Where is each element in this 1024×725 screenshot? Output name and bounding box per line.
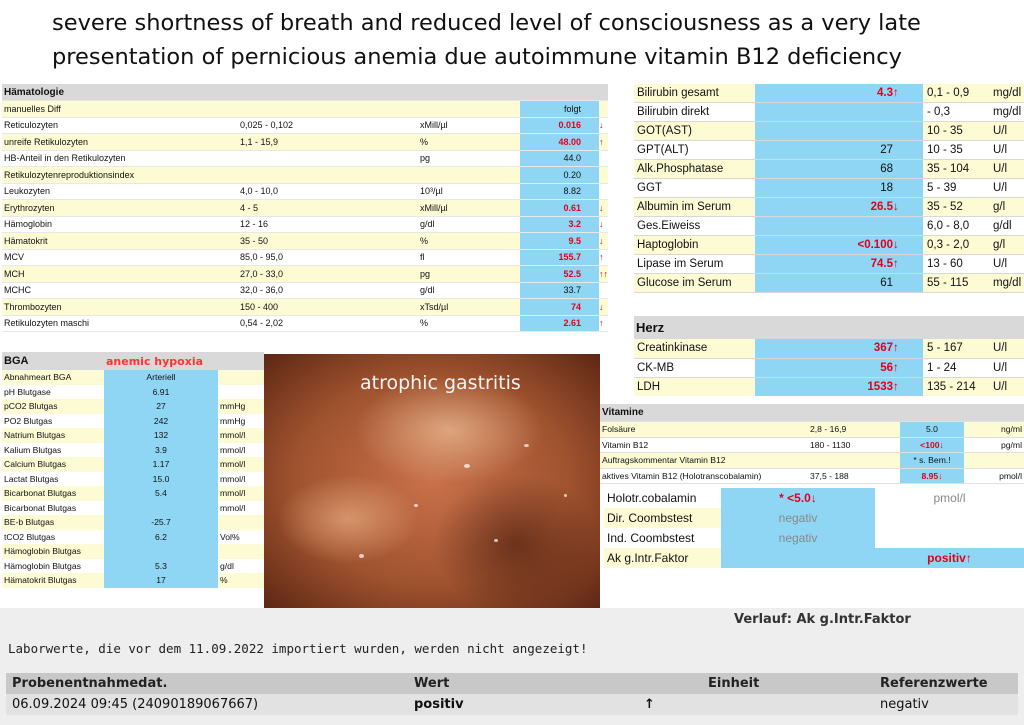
bga-name: PO2 Blutgas [4, 415, 53, 426]
lab-unit: % [418, 233, 520, 250]
lab-ref: 4,0 - 10,0 [238, 183, 418, 200]
bga-unit [218, 370, 264, 385]
lab-name: Leukozyten [2, 183, 238, 200]
vit-unit: ng/ml [964, 422, 1024, 438]
table-row [634, 217, 1024, 236]
lab-value: 0.61 [520, 200, 599, 217]
bga-unit: mmol/l [218, 457, 264, 472]
chem-ref: - 0,3 [923, 103, 991, 122]
col-einheit[interactable]: Einheit [702, 673, 874, 694]
vit-unit [964, 453, 1024, 469]
lab-unit: xTsd/µl [418, 299, 520, 316]
lab-unit [418, 101, 520, 118]
holo-extra [875, 508, 1024, 528]
bga-unit: Vol% [220, 531, 240, 542]
lab-unit: pg [418, 150, 520, 167]
table-row [634, 358, 1024, 378]
bga-name: Bicarbonat Blutgas [2, 486, 104, 501]
chem-value [755, 103, 893, 122]
lab-ref: 0,54 - 2,02 [238, 315, 418, 332]
lab-flag [599, 183, 608, 200]
lab-name: HB-Anteil in den Retikulozyten [2, 150, 238, 167]
lab-name: MCV [2, 249, 238, 266]
herz-unit: U/l [991, 358, 1024, 378]
col-flag [638, 673, 702, 694]
table-row [634, 141, 1024, 160]
table-row [2, 414, 264, 429]
lab-unit: pg [418, 266, 520, 283]
chem-value: 26.5 [755, 198, 893, 217]
table-row [2, 200, 608, 217]
herz-ref: 5 - 167 [923, 339, 991, 359]
chem-flag [893, 160, 923, 179]
hematology-panel [2, 84, 608, 332]
bga-value: 6.2 [104, 530, 218, 545]
lab-ref: 4 - 5 [238, 200, 418, 217]
table-row [2, 150, 608, 167]
lab-ref [238, 167, 418, 184]
table-row [634, 274, 1024, 293]
table-row [2, 183, 608, 200]
bga-name: pH Blutgase [4, 386, 51, 397]
table-row [2, 370, 264, 385]
bga-name: tCO2 Blutgas [4, 531, 56, 542]
bga-name: Abnahmeart BGA [2, 370, 104, 385]
chem-name: Lipase im Serum [634, 255, 755, 274]
table-row [600, 422, 1024, 438]
bga-name: Hämoglobin Blutgas [4, 560, 81, 571]
chem-flag: ↑ [893, 255, 923, 274]
table-row [634, 236, 1024, 255]
lab-flag [599, 101, 608, 118]
lab-unit: g/dl [418, 282, 520, 299]
chem-value: 68 [755, 160, 893, 179]
lab-flag [599, 150, 608, 167]
bga-value: 17 [104, 573, 218, 588]
table-row [2, 216, 608, 233]
bga-name: Lactat Blutgas [4, 473, 59, 484]
table-row [634, 84, 1024, 103]
chem-value: 4.3 [755, 84, 893, 103]
table-row [600, 468, 1024, 484]
chem-flag [893, 122, 923, 141]
chem-unit: U/l [991, 179, 1024, 198]
lab-flag: ↓ [599, 117, 608, 134]
table-row [634, 255, 1024, 274]
holo-value: negativ [721, 508, 875, 528]
herz-ref: 1 - 24 [923, 358, 991, 378]
bga-name: Hämoglobin Blutgas [2, 544, 104, 559]
bga-unit [218, 515, 264, 530]
lab-flag: ↑ [599, 315, 608, 332]
lab-name: manuelles Diff [2, 101, 238, 118]
lab-value: 2.61 [520, 315, 599, 332]
chem-flag [893, 103, 923, 122]
lab-value: 74 [520, 299, 599, 316]
table-row[interactable] [6, 694, 1018, 715]
chem-unit: g/l [991, 198, 1024, 217]
vit-ref: 2,8 - 16,9 [796, 422, 900, 438]
chemistry-panel [634, 84, 1024, 314]
chem-unit: mg/dl [991, 274, 1024, 293]
table-row [634, 378, 1024, 397]
table-row [2, 428, 264, 443]
bga-value: 27 [104, 399, 218, 414]
lab-ref [238, 150, 418, 167]
bga-unit: g/dl [220, 560, 234, 571]
table-row [2, 559, 264, 574]
bga-value [104, 544, 218, 559]
chem-unit: g/dl [991, 217, 1024, 236]
bga-name: Natrium Blutgas [2, 428, 104, 443]
chem-name: Albumin im Serum [634, 198, 755, 217]
lab-name: Thrombozyten [2, 299, 238, 316]
bga-unit: mmHg [218, 399, 264, 414]
bga-unit: mmol/l [218, 486, 264, 501]
lab-value: 44.0 [520, 150, 599, 167]
vitamine-header: Vitamine [600, 404, 1024, 422]
vit-ref [796, 453, 900, 469]
lab-flag: ↓ [599, 200, 608, 217]
atrophic-gastritis-label: atrophic gastritis [360, 372, 521, 394]
lab-value: folgt [520, 101, 599, 118]
lab-value: 9.5 [520, 233, 599, 250]
lab-value: 0.20 [520, 167, 599, 184]
lab-ref: 150 - 400 [238, 299, 418, 316]
table-row [2, 573, 264, 588]
vit-name: Auftragskommentar Vitamin B12 [600, 453, 796, 469]
chem-ref: 0,1 - 0,9 [923, 84, 991, 103]
bga-header: BGA [2, 352, 104, 370]
chem-name: GPT(ALT) [634, 141, 755, 160]
chem-unit: U/l [991, 160, 1024, 179]
chem-value: <0.100 [755, 236, 893, 255]
vit-value: <100↓ [900, 437, 964, 453]
col-referenzwerte[interactable]: Referenzwerte [874, 673, 1018, 694]
table-row [634, 103, 1024, 122]
bga-value: Arteriell [104, 370, 218, 385]
lab-unit: % [418, 134, 520, 151]
anemic-hypoxia-label: anemic hypoxia [104, 352, 264, 370]
vit-name: aktives Vitamin B12 (Holotranscobalamin) [600, 468, 796, 484]
lab-flag: ↓ [599, 216, 608, 233]
row-value: positiv [408, 694, 638, 715]
table-row [2, 399, 264, 414]
table-row [2, 486, 264, 501]
chem-name: GOT(AST) [634, 122, 755, 141]
table-row [2, 249, 608, 266]
table-row [634, 160, 1024, 179]
lab-flag: ↑ [599, 134, 608, 151]
bga-name: Calcium Blutgas [2, 457, 104, 472]
vit-value: 8.95↓ [900, 468, 964, 484]
bga-value: 242 [104, 414, 218, 429]
lab-ref: 32,0 - 36,0 [238, 282, 418, 299]
bga-value: 3.9 [104, 443, 218, 458]
chem-value: 61 [755, 274, 893, 293]
table-row [2, 385, 264, 400]
herz-panel [634, 316, 1024, 396]
row-flag: ↑ [638, 694, 702, 715]
holo-value: * <5.0↓ [721, 488, 875, 508]
bga-unit: mmol/l [220, 473, 246, 484]
bga-name: Hämatokrit Blutgas [2, 573, 104, 588]
row-ref: negativ [874, 694, 1018, 715]
table-row [2, 515, 264, 530]
holo-name: Holotr.cobalamin [607, 491, 697, 505]
table-row [634, 122, 1024, 141]
vit-ref: 180 - 1130 [796, 437, 900, 453]
chem-ref: 0,3 - 2,0 [923, 236, 991, 255]
vit-unit: pg/ml [964, 437, 1024, 453]
herz-name: LDH [634, 378, 755, 397]
bga-value: 1.17 [104, 457, 218, 472]
table-row [2, 530, 264, 545]
lab-ref: 1,1 - 15,9 [238, 134, 418, 151]
lab-value: 52.5 [520, 266, 599, 283]
chem-ref: 35 - 104 [923, 160, 991, 179]
bga-unit: mmol/l [220, 444, 246, 455]
bga-name: Bicarbonat Blutgas [4, 502, 77, 513]
table-row [2, 472, 264, 487]
table-row [2, 167, 608, 184]
vit-name: Vitamin B12 [600, 437, 796, 453]
chem-ref: 5 - 39 [923, 179, 991, 198]
endoscopy-image [264, 354, 600, 608]
table-row [2, 282, 608, 299]
lab-ref: 27,0 - 33,0 [238, 266, 418, 283]
lab-ref: 35 - 50 [238, 233, 418, 250]
chem-unit: mg/dl [991, 103, 1024, 122]
vit-value: 5.0 [900, 422, 964, 438]
chem-name: Bilirubin direkt [634, 103, 755, 122]
holo-extra [875, 528, 1024, 548]
table-row [600, 453, 1024, 469]
chem-ref: 35 - 52 [923, 198, 991, 217]
hematology-header: Hämatologie [2, 84, 599, 101]
bga-name: pCO2 Blutgas [2, 399, 104, 414]
table-row [2, 134, 608, 151]
herz-unit: U/l [991, 339, 1024, 359]
chem-unit: U/l [991, 141, 1024, 160]
table-row [2, 457, 264, 472]
page-title: severe shortness of breath and reduced level of consciousness as a very late presentation of pernicious anemia due autoimmune vitamin B12 deficiency [52, 10, 921, 70]
holo-name: Dir. Coombstest [604, 508, 721, 528]
chem-ref: 10 - 35 [923, 141, 991, 160]
chem-flag [893, 274, 923, 293]
col-probenentnahmedat[interactable]: Probenentnahmedat. [6, 673, 408, 694]
table-row [634, 179, 1024, 198]
lab-value: 3.2 [520, 216, 599, 233]
bga-value: -25.7 [104, 515, 218, 530]
chem-unit: U/l [991, 255, 1024, 274]
herz-name: CK-MB [634, 358, 755, 378]
lab-name: Erythrozyten [2, 200, 238, 217]
lab-name: MCH [2, 266, 238, 283]
chem-unit: mg/dl [991, 84, 1024, 103]
lab-value: 0.016 [520, 117, 599, 134]
bga-value: 5.4 [104, 486, 218, 501]
chem-ref: 10 - 35 [923, 122, 991, 141]
lab-flag [599, 167, 608, 184]
bga-unit [218, 385, 264, 400]
lab-name: Hämoglobin [2, 216, 238, 233]
lab-unit: fl [418, 249, 520, 266]
chem-flag: ↑ [893, 84, 923, 103]
lab-unit: 10³/µl [418, 183, 520, 200]
herz-ref: 135 - 214 [923, 378, 991, 397]
lab-value: 155.7 [520, 249, 599, 266]
lab-name: Reticulozyten [2, 117, 238, 134]
lab-ref [238, 101, 418, 118]
chem-unit: g/l [991, 236, 1024, 255]
chem-name: Glucose im Serum [634, 274, 755, 293]
table-row [634, 198, 1024, 217]
col-wert[interactable]: Wert [408, 673, 638, 694]
vit-unit: pmol/l [964, 468, 1024, 484]
bga-name: BE-b Blutgas [2, 515, 104, 530]
lab-name: unreife Retikulozyten [2, 134, 238, 151]
holo-name: Ak g.Intr.Faktor [604, 548, 721, 568]
table-row [604, 528, 1024, 548]
table-row [2, 501, 264, 516]
vit-name: Folsäure [600, 422, 796, 438]
lab-name: MCHC [2, 282, 238, 299]
holo-value [721, 548, 875, 568]
chem-value: 27 [755, 141, 893, 160]
herz-flag: ↑ [893, 339, 923, 359]
chem-flag [893, 179, 923, 198]
table-row [600, 437, 1024, 453]
chem-flag: ↓ [893, 236, 923, 255]
lab-ref: 85,0 - 95,0 [238, 249, 418, 266]
lab-unit: xMill/µl [418, 200, 520, 217]
vit-value: * s. Bem.! [900, 453, 964, 469]
chem-value [755, 122, 893, 141]
lab-value: 48.00 [520, 134, 599, 151]
chem-name: Bilirubin gesamt [634, 84, 755, 103]
lab-name: Retikulozyten maschi [2, 315, 238, 332]
chem-flag [893, 217, 923, 236]
lab-name: Hämatokrit [2, 233, 238, 250]
bga-unit: mmHg [220, 415, 246, 426]
lab-ref: 0,025 - 0,102 [238, 117, 418, 134]
holo-extra: pmol/l [933, 491, 966, 505]
lab-value: 33.7 [520, 282, 599, 299]
table-row [2, 315, 608, 332]
chem-ref: 55 - 115 [923, 274, 991, 293]
chem-flag: ↓ [893, 198, 923, 217]
table-row [604, 488, 1024, 508]
lab-flag: ↓ [599, 299, 608, 316]
table-row [2, 443, 264, 458]
row-unit [702, 694, 874, 715]
holo-extra: positiv↑ [875, 548, 1024, 568]
lab-unit [418, 167, 520, 184]
bga-unit: mmol/l [220, 502, 246, 513]
table-row [2, 101, 608, 118]
holotranscobalamin-panel [604, 488, 1024, 576]
herz-flag: ↑ [893, 358, 923, 378]
bga-unit: mmol/l [218, 428, 264, 443]
chem-unit: U/l [991, 122, 1024, 141]
lab-flag [599, 282, 608, 299]
holo-name: Ind. Coombstest [607, 531, 695, 545]
table-row [604, 508, 1024, 528]
herz-flag: ↑ [893, 378, 923, 397]
bga-value [104, 501, 218, 516]
chem-value: 74.5 [755, 255, 893, 274]
lab-value: 8.82 [520, 183, 599, 200]
bga-value: 6.91 [104, 385, 218, 400]
lab-name: Retikulozytenreproduktionsindex [2, 167, 238, 184]
chem-name: GGT [634, 179, 755, 198]
lab-unit: xMill/µl [418, 117, 520, 134]
herz-header: Herz [634, 316, 1024, 339]
herz-unit: U/l [991, 378, 1024, 397]
table-row [634, 339, 1024, 359]
table-row [2, 117, 608, 134]
chem-ref: 6,0 - 8,0 [923, 217, 991, 236]
herz-value: 1533 [755, 378, 893, 397]
chem-ref: 13 - 60 [923, 255, 991, 274]
holo-value: negativ [721, 528, 875, 548]
bga-name: Kalium Blutgas [4, 444, 62, 455]
table-row [2, 233, 608, 250]
bga-value: 132 [104, 428, 218, 443]
herz-value: 56 [755, 358, 893, 378]
table-row [2, 299, 608, 316]
bga-unit [218, 544, 264, 559]
verlauf-panel [0, 608, 1024, 725]
chem-name: Haptoglobin [634, 236, 755, 255]
chem-name: Ges.Eiweiss [634, 217, 755, 236]
import-hint: Laborwerte, die vor dem 11.09.2022 importiert wurden, werden nicht angezeigt! [8, 641, 588, 656]
lab-flag: ↑↑ [599, 266, 608, 283]
row-date: 06.09.2024 09:45 (24090189067667) [6, 694, 408, 715]
bga-value: 5.3 [104, 559, 218, 574]
table-row [604, 548, 1024, 568]
table-row [2, 266, 608, 283]
bga-value: 15.0 [104, 472, 218, 487]
lab-unit: % [418, 315, 520, 332]
table-row [2, 544, 264, 559]
lab-flag: ↓ [599, 233, 608, 250]
lab-ref: 12 - 16 [238, 216, 418, 233]
chem-name: Alk.Phosphatase [634, 160, 755, 179]
chem-value [755, 217, 893, 236]
herz-name: Creatinkinase [634, 339, 755, 359]
vitamine-panel [600, 404, 1024, 484]
verlauf-title: Verlauf: Ak g.Intr.Faktor [734, 612, 911, 627]
lab-unit: g/dl [418, 216, 520, 233]
chem-flag [893, 141, 923, 160]
chem-value: 18 [755, 179, 893, 198]
vit-ref: 37,5 - 188 [796, 468, 900, 484]
herz-value: 367 [755, 339, 893, 359]
bga-unit: % [218, 573, 264, 588]
lab-flag: ↑ [599, 249, 608, 266]
bga-panel [2, 352, 264, 607]
